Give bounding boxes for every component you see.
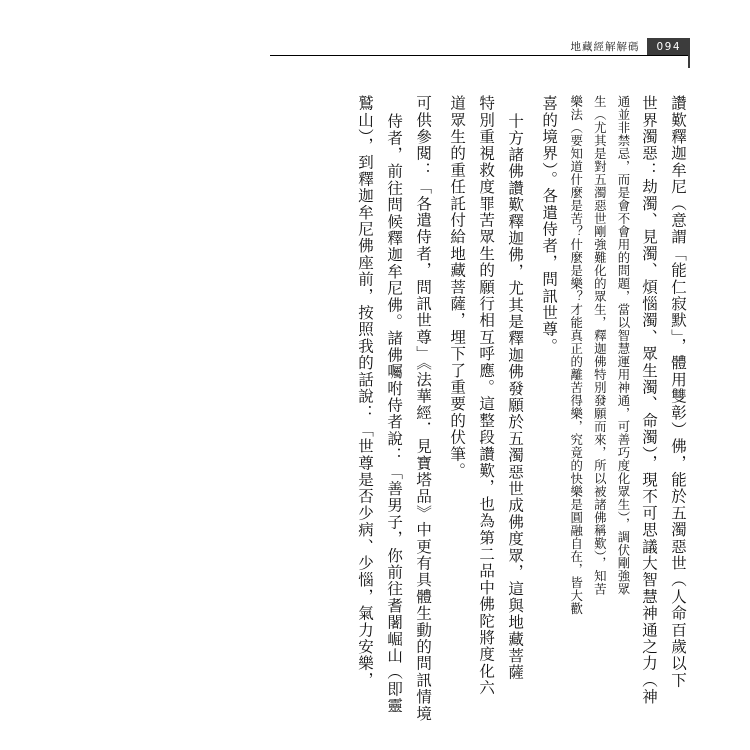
text-column: 喜的境界）。各遣侍者，問訊世尊。 (540, 95, 559, 355)
header-tick-mark (688, 55, 690, 68)
text-column: 生（尤其是對五濁惡世剛強難化的眾生，釋迦佛特別發願而來，所以被諸佛稱歎），知苦 (592, 95, 608, 596)
page-number-badge: 094 (647, 38, 690, 56)
page-header (570, 38, 690, 56)
text-column: 世界濁惡：劫濁、見濁、煩惱濁、眾生濁、命濁），現不可思議大智慧神通之力（神 (639, 95, 658, 706)
vertical-text-body (60, 95, 690, 722)
book-title: 地藏經解解碼 (570, 41, 640, 53)
text-column: 十方諸佛讚歎釋迦佛，尤其是釋迦佛發願於五濁惡世成佛度眾，這與地藏菩薩 (506, 113, 525, 681)
text-column: 鷲山），到釋迦牟尼佛座前，按照我的話說：「世尊是否少病、少惱，氣力安樂， (356, 95, 375, 689)
text-column: 特別重視救度罪苦眾生的願行相互呼應。這整段讚歎，也為第二品中佛陀將度化六 (477, 95, 496, 697)
text-column: 讚歎釋迦牟尼（意謂「能仁寂默」，體用雙彰）佛，能於五濁惡世（人命百歲以下 (669, 95, 687, 689)
text-column: 通並非禁忌，而是會不會用的問題，當以智慧運用神通，可善巧度化眾生），調伏剛強眾 (615, 95, 631, 596)
header-divider (270, 55, 690, 56)
text-column: 侍者，前往問候釋迦牟尼佛。諸佛囑咐侍者說：「善男子，你前往耆闍崛山（即靈 (385, 113, 404, 715)
text-column: 樂法（要知道什麼是苦？什麼是樂？才能真正的離苦得樂，究竟的快樂是圓融自在，皆大歡 (568, 95, 584, 615)
text-column: 可供參閱：「各遣侍者，問訊世尊」《法華經．見寶塔品》中更有具體生動的問訊情境 (414, 95, 433, 722)
text-column: 道眾生的重任託付給地藏菩薩，埋下了重要的伏筆。 (448, 95, 467, 480)
